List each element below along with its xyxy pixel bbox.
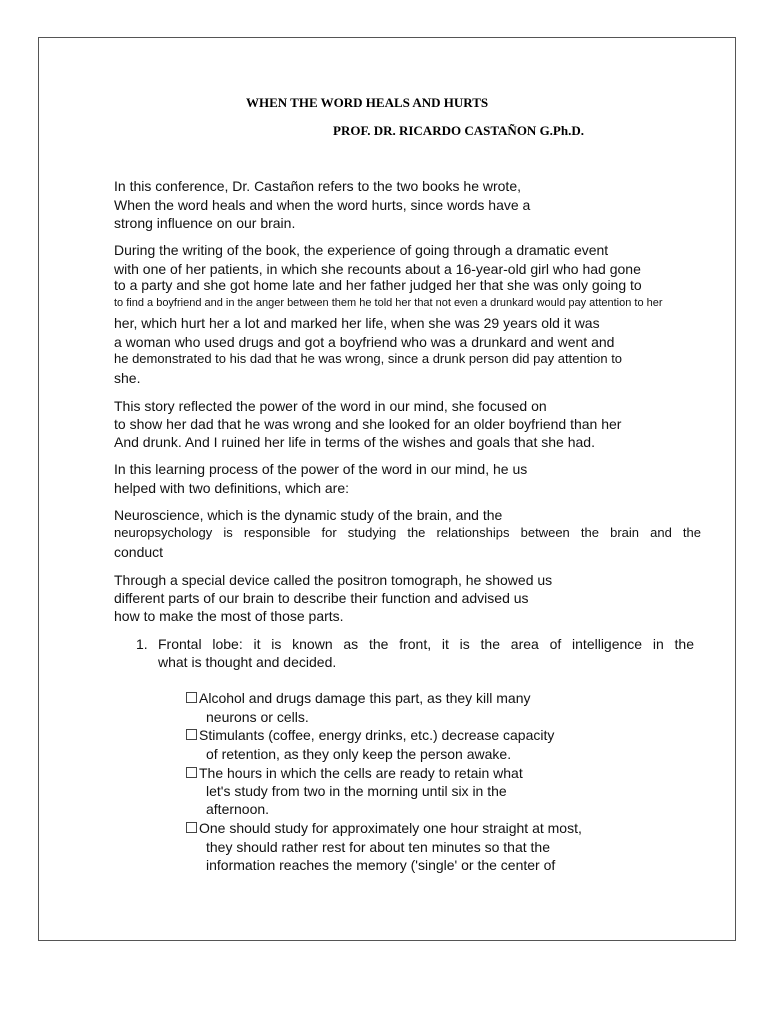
bullet-box-icon	[186, 822, 197, 833]
paragraph-6-line: different parts of our brain to describe their function and advised us	[114, 590, 529, 606]
paragraph-2-line: she.	[114, 370, 141, 386]
paragraph-5-line: neuropsychology is responsible for studying the relationships between the brain and the	[114, 525, 701, 540]
bullet-box-icon	[186, 729, 197, 740]
bullet-line: One should study for approximately one hour straight at most,	[199, 820, 582, 836]
paragraph-6-line: Through a special device called the positron tomograph, he showed us	[114, 572, 553, 588]
paragraph-2-line: he demonstrated to his dad that he was wrong, since a drunk person did pay attention to	[114, 351, 623, 366]
paragraph-2-line: with one of her patients, in which she recounts about a 16-year-old girl who had gone	[114, 261, 641, 277]
paragraph-2-line: During the writing of the book, the experience of going through a dramatic event	[114, 242, 609, 258]
bullet-box-icon	[186, 767, 197, 778]
paragraph-2-line: a woman who used drugs and got a boyfriend who was a drunkard and went and	[114, 334, 615, 350]
bullet-line: information reaches the memory ('single' or the center of	[206, 857, 556, 873]
paragraph-4-line: helped with two definitions, which are:	[114, 480, 350, 496]
document-title: WHEN THE WORD HEALS AND HURTS	[246, 95, 489, 110]
paragraph-2-line: her, which hurt her a lot and marked her life, when she was 29 years old it was	[114, 315, 600, 331]
paragraph-5-line: Neuroscience, which is the dynamic study of the brain, and the	[114, 507, 503, 523]
list-item-line: what is thought and decided.	[158, 654, 337, 670]
paragraph-3-line: And drunk. And I ruined her life in terms of the wishes and goals that she had.	[114, 434, 595, 450]
paragraph-4-line: In this learning process of the power of the word in our mind, he us	[114, 461, 528, 477]
paragraph-5-line: conduct	[114, 544, 164, 560]
list-item-line: Frontal lobe: it is known as the front, it is the area of intelligence in the	[158, 636, 694, 652]
bullet-line: they should rather rest for about ten minutes so that the	[206, 839, 550, 855]
bullet-line: of retention, as they only keep the person awake.	[206, 746, 512, 762]
paragraph-1-line: When the word heals and when the word hurts, since words have a	[114, 197, 531, 213]
paragraph-2-line: to find a boyfriend and in the anger between them he told her that not even a drunkard would pay attention to her	[114, 297, 663, 309]
bullet-line: neurons or cells.	[206, 709, 309, 725]
paragraph-3-line: This story reflected the power of the word in our mind, she focused on	[114, 398, 547, 414]
bullet-line: afternoon.	[206, 801, 270, 817]
bullet-box-icon	[186, 692, 197, 703]
list-number: 1.	[136, 636, 148, 652]
paragraph-1-line: strong influence on our brain.	[114, 215, 296, 231]
bullet-line: Alcohol and drugs damage this part, as they kill many	[199, 690, 531, 706]
paragraph-6-line: how to make the most of those parts.	[114, 608, 344, 624]
paragraph-2-line: to a party and she got home late and her father judged her that she was only going to	[114, 277, 642, 293]
paragraph-3-line: to show her dad that he was wrong and she looked for an older boyfriend than her	[114, 416, 622, 432]
bullet-line: The hours in which the cells are ready to retain what	[199, 765, 523, 781]
bullet-line: Stimulants (coffee, energy drinks, etc.) decrease capacity	[199, 727, 555, 743]
bullet-line: let's study from two in the morning until six in the	[206, 783, 507, 799]
document-author: PROF. DR. RICARDO CASTAÑON G.Ph.D.	[333, 123, 584, 138]
paragraph-1-line: In this conference, Dr. Castañon refers to the two books he wrote,	[114, 178, 521, 194]
